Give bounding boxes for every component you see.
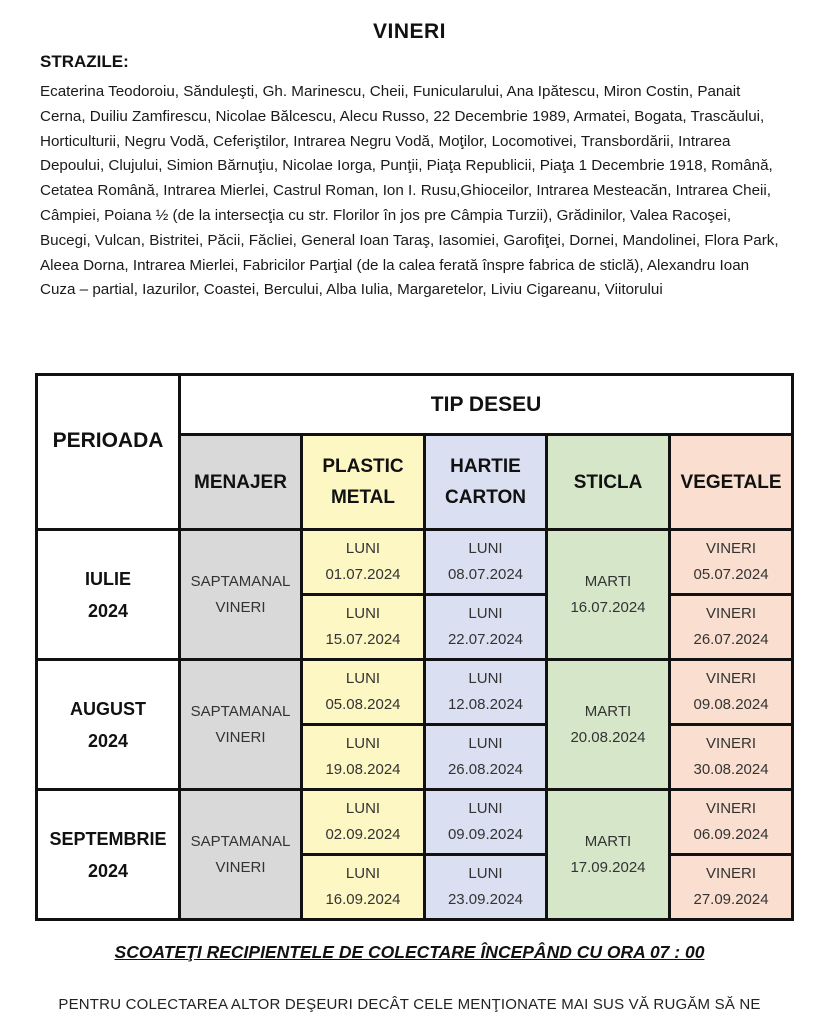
month-year: 2024	[87, 860, 129, 881]
date-label: 09.08.2024	[693, 696, 769, 713]
collection-schedule-table	[35, 373, 794, 921]
category-menajer	[180, 435, 302, 530]
day-label: VINERI	[706, 735, 757, 752]
category-vegetale-label: VEGETALE	[680, 471, 782, 493]
sticla-date-cell	[547, 790, 670, 920]
streets-heading: STRAZILE:	[40, 52, 129, 71]
date-label: 27.09.2024	[693, 891, 769, 908]
date-label: 12.08.2024	[447, 696, 524, 713]
day-label: LUNI	[345, 540, 381, 557]
sticla-date-cell	[547, 530, 670, 660]
plastic-date-cell	[302, 725, 425, 790]
hartie-date-cell	[425, 660, 547, 725]
day-label: LUNI	[468, 865, 503, 882]
date-label: 26.08.2024	[447, 761, 524, 778]
day-label: VINERI	[706, 605, 757, 622]
day-label: MARTI	[584, 832, 632, 850]
category-sticla	[547, 435, 670, 530]
date-label: 17.09.2024	[570, 858, 646, 876]
frequency-label: SAPTAMANAL	[190, 702, 291, 720]
date-label: 05.08.2024	[325, 696, 401, 713]
weekday-label: VINERI	[215, 858, 266, 876]
page-title: VINERI	[372, 20, 446, 43]
date-label: 01.07.2024	[325, 566, 401, 583]
category-hartie-label: HARTIE	[450, 456, 521, 477]
vegetale-date-cell	[670, 530, 793, 595]
day-label: VINERI	[706, 800, 757, 817]
menajer-cell-september	[180, 790, 302, 920]
day-label: LUNI	[345, 735, 381, 752]
date-label: 02.09.2024	[325, 826, 401, 843]
day-label: LUNI	[468, 800, 503, 817]
date-label: 22.07.2024	[447, 631, 524, 648]
month-name: IULIE	[84, 568, 131, 589]
date-label: 19.08.2024	[325, 761, 401, 778]
day-label: VINERI	[706, 670, 757, 687]
day-label: VINERI	[706, 865, 757, 882]
day-label: LUNI	[468, 735, 503, 752]
hartie-date-cell	[425, 530, 547, 595]
day-label: LUNI	[345, 800, 381, 817]
period-cell-july	[37, 530, 180, 660]
day-label: LUNI	[468, 605, 503, 622]
date-label: 30.08.2024	[693, 761, 769, 778]
date-label: 16.09.2024	[325, 891, 401, 908]
streets-list: Ecaterina Teodoroiu, Sănduleşti, Gh. Marinescu, Cheii, Funicularului, Ana Ipătescu, Miron Costin, Panait Cerna, Duiliu Zamfirescu, Nicolae Bălcescu, Alecu Russo, 22 Decembrie 1989, Armatei, Bogata, Trascăului, Horticulturii, Negru Vodă, Ceferiştilor, Intrarea Negru Vodă, Moţilor, Locomotivei, Transbordării, Intrarea Depoului, Clujului, Simion Bărnuţiu, Nicolae Iorga, Punţii, Piaţa Republicii, Piaţa 1 Decembrie 1918, Română, Cetatea Română, Intrarea Mierlei, Castrul Roman, Ion I. Rusu,Ghioceilor, Intrarea Mesteacăn, Intrarea Cheii, Câmpiei, Poiana ½ (de la intersecţia cu str. Florilor în jos pre Câmpia Turzii), Grădinilor, Valea Racoşei, Bucegi, Vulcan, Bistritei, Păcii, Făcliei, General Ioan Taraş, Iasomiei, Garofiţei, Dornei, Mandolinei, Flora Park, Aleea Dorna, Intrarea Mierlei, Fabricilor Parţial (de la calea ferată înspre fabrica de sticlă), Alexandru Ioan Cuza – partial, Iazurilor, Coastei, Bercului, Alba Iulia, Margaretelor, Liviu Cigareanu, Viitorului	[40, 83, 779, 299]
menajer-cell-july	[180, 530, 302, 660]
category-carton-label: CARTON	[445, 487, 526, 508]
frequency-label: SAPTAMANAL	[190, 832, 291, 850]
day-label: LUNI	[468, 540, 503, 557]
date-label: 23.09.2024	[447, 891, 524, 908]
frequency-label: SAPTAMANAL	[190, 572, 291, 590]
day-label: LUNI	[345, 865, 381, 882]
day-label: MARTI	[584, 572, 632, 590]
date-label: 20.08.2024	[570, 728, 646, 746]
month-name: AUGUST	[70, 698, 146, 719]
vegetale-date-cell	[670, 725, 793, 790]
date-label: 16.07.2024	[570, 598, 646, 616]
category-hartie-carton	[425, 435, 547, 530]
weekday-label: VINERI	[215, 598, 266, 616]
day-label: MARTI	[584, 702, 632, 720]
period-cell-august	[37, 660, 180, 790]
hartie-date-cell	[425, 790, 547, 855]
category-menajer-label: MENAJER	[194, 471, 287, 493]
collection-time-notice: SCOATEŢI RECIPIENTELE DE COLECTARE ÎNCEPÂND CU ORA 07 : 00	[114, 942, 705, 962]
month-name: SEPTEMBRIE	[49, 828, 167, 849]
plastic-date-cell	[302, 790, 425, 855]
weekday-label: VINERI	[215, 728, 266, 746]
sticla-date-cell	[547, 660, 670, 790]
plastic-date-cell	[302, 855, 425, 920]
day-label: LUNI	[345, 605, 381, 622]
period-cell-september	[37, 790, 180, 920]
category-sticla-label: STICLA	[573, 471, 643, 493]
date-label: 06.09.2024	[693, 826, 769, 843]
date-label: 08.07.2024	[447, 566, 524, 583]
hartie-date-cell	[425, 725, 547, 790]
hartie-date-cell	[425, 855, 547, 920]
month-year: 2024	[87, 730, 129, 751]
menajer-cell-august	[180, 660, 302, 790]
vegetale-date-cell	[670, 855, 793, 920]
day-label: LUNI	[468, 670, 503, 687]
date-label: 26.07.2024	[693, 631, 769, 648]
month-year: 2024	[87, 600, 129, 621]
vegetale-date-cell	[670, 790, 793, 855]
category-plastic-metal	[302, 435, 425, 530]
footer-text: PENTRU COLECTAREA ALTOR DEŞEURI DECÂT CELE MENŢIONATE MAI SUS VĂ RUGĂM SĂ NE	[58, 996, 761, 1013]
plastic-date-cell	[302, 530, 425, 595]
date-label: 09.09.2024	[447, 826, 524, 843]
plastic-date-cell	[302, 595, 425, 660]
category-metal-label: METAL	[330, 487, 396, 508]
period-header: PERIOADA	[37, 375, 180, 530]
day-label: LUNI	[345, 670, 381, 687]
date-label: 15.07.2024	[325, 631, 401, 648]
date-label: 05.07.2024	[693, 566, 769, 583]
plastic-date-cell	[302, 660, 425, 725]
hartie-date-cell	[425, 595, 547, 660]
waste-type-header: TIP DESEU	[180, 375, 793, 435]
category-plastic-label: PLASTIC	[322, 456, 404, 477]
category-vegetale	[670, 435, 793, 530]
day-label: VINERI	[706, 540, 757, 557]
vegetale-date-cell	[670, 595, 793, 660]
vegetale-date-cell	[670, 660, 793, 725]
